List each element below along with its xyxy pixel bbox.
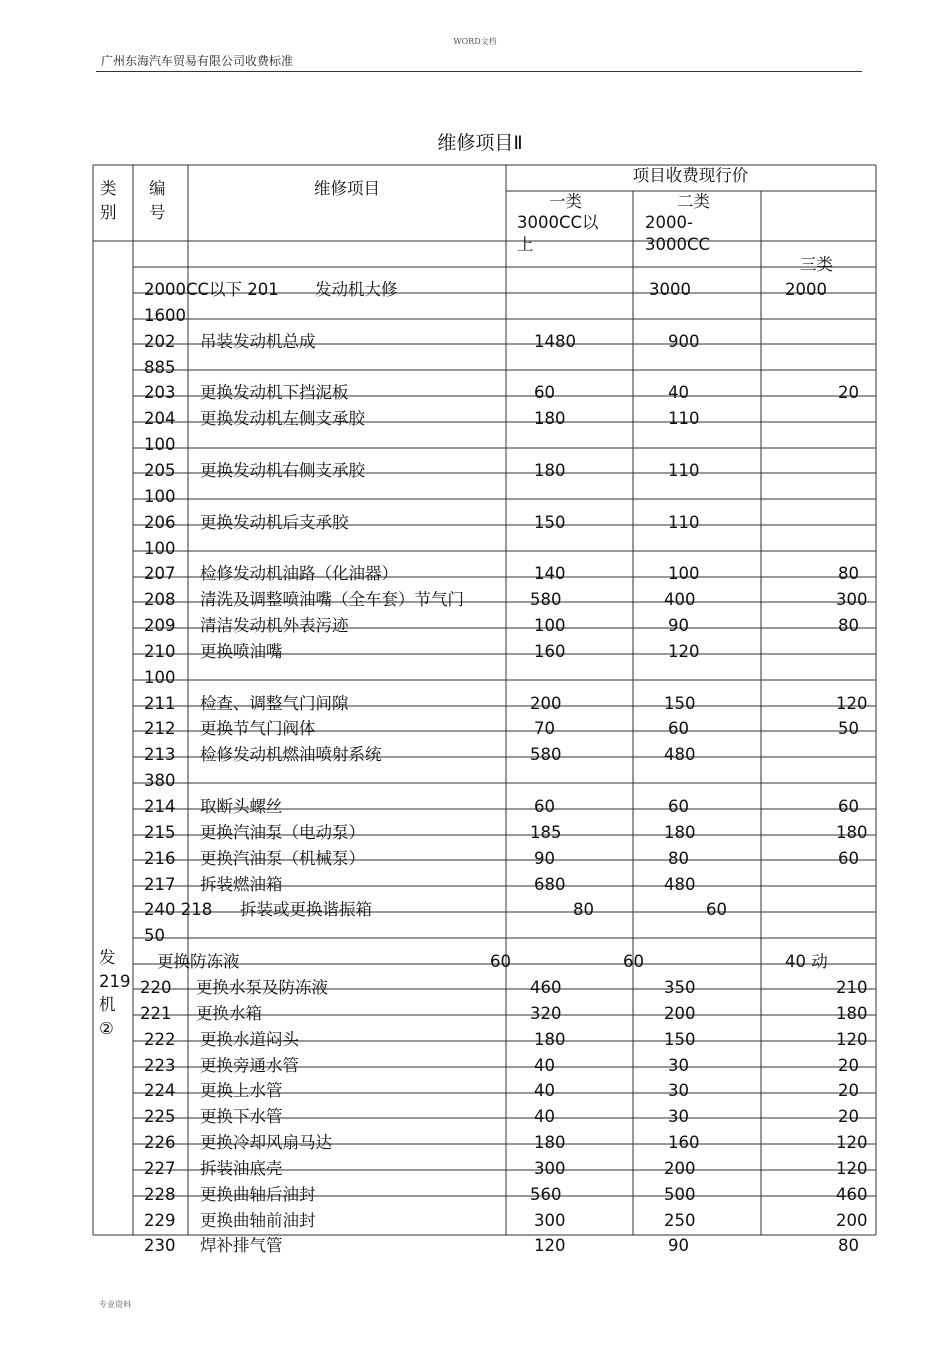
- row-price-class1: 120: [534, 1236, 566, 1255]
- row-number: 209: [144, 616, 176, 635]
- header-rule: [96, 71, 862, 72]
- document-header-label: WORD文档: [453, 37, 497, 46]
- row-item-name: 更换节气门阀体: [200, 719, 316, 738]
- row-price-class2: 110: [668, 513, 700, 532]
- row-number: 216: [144, 849, 176, 868]
- row-number: 230: [144, 1236, 176, 1255]
- row-item-name: 更换水泵及防冻液: [196, 978, 328, 997]
- row-price-class3: 20: [838, 1081, 859, 1100]
- page-title: 维修项目Ⅱ: [437, 132, 523, 154]
- row-price-class2: 350: [664, 978, 696, 997]
- row-price-class3: 180: [836, 823, 868, 842]
- row-price-class1: 60: [490, 952, 511, 971]
- row-number: 220: [140, 978, 172, 997]
- row-price-class3: 20: [838, 1056, 859, 1075]
- row-item-name: 更换曲轴前油封: [200, 1211, 316, 1230]
- row-price-class2: 500: [664, 1185, 696, 1204]
- row-item-name: 取断头螺丝: [200, 797, 283, 816]
- row-number: 100: [144, 435, 176, 454]
- row-item-name: 更换冷却风扇马达: [200, 1133, 332, 1152]
- row-price-class2: 60: [668, 797, 689, 816]
- row-price-class1: 80: [573, 900, 594, 919]
- row-price-class2: 200: [664, 1159, 696, 1178]
- row-price-class3: 20: [838, 383, 859, 402]
- row-price-class2: 40: [668, 383, 689, 402]
- row-price-class1: 160: [534, 642, 566, 661]
- header-item: 维修项目: [314, 179, 380, 198]
- row-price-class2: 900: [668, 332, 700, 351]
- class-2-range: 2000-: [645, 213, 693, 233]
- class-1-name: 一类: [549, 192, 582, 211]
- row-number: 214: [144, 797, 176, 816]
- row-number: 213: [144, 745, 176, 764]
- row-price-class2: 480: [664, 745, 696, 764]
- category-side-label: 发 219 机 ②: [99, 948, 131, 1038]
- row-price-class3: 300: [836, 590, 868, 609]
- row-price-class3: 120: [836, 1030, 868, 1049]
- row-price-class2: 60: [623, 952, 644, 971]
- row-price-class2: 30: [668, 1056, 689, 1075]
- row-price-class3: 80: [838, 616, 859, 635]
- row-price-class2: 30: [668, 1081, 689, 1100]
- row-price-class1: 185: [530, 823, 562, 842]
- row-item-name: 检修发动机燃油喷射系统: [200, 745, 382, 764]
- row-number: 100: [144, 668, 176, 687]
- row-item-name: 更换旁通水管: [200, 1056, 299, 1075]
- row-price-class1: 1480: [534, 332, 576, 351]
- header-category: 类 别: [100, 179, 117, 222]
- row-number: 221: [140, 1004, 172, 1023]
- row-price-class3: 80: [838, 564, 859, 583]
- row-price-class2: 100: [668, 564, 700, 583]
- header-number: 编 号: [149, 179, 166, 222]
- row-price-class1: 100: [534, 616, 566, 635]
- row-price-class2: 60: [668, 719, 689, 738]
- row-price-class2: 80: [668, 849, 689, 868]
- row-price-class1: 180: [534, 1133, 566, 1152]
- row-number: 211: [144, 694, 176, 713]
- row-number: 226: [144, 1133, 176, 1152]
- row-price-class1: 560: [530, 1185, 562, 1204]
- row-price-class3: 120: [836, 1133, 868, 1152]
- row-number: 227: [144, 1159, 176, 1178]
- row-item-name: 检修发动机油路（化油器）: [200, 564, 398, 583]
- row-price-class3: 460: [836, 1185, 868, 1204]
- class-1-suffix: 上: [517, 234, 534, 254]
- row-number: 100: [144, 487, 176, 506]
- row-item-name: 清洗及调整喷油嘴（全车套）节气门: [200, 590, 464, 609]
- row-item-name: 清洁发动机外表污迹: [200, 616, 349, 635]
- row-price-class1: 60: [534, 383, 555, 402]
- row-price-class1: 300: [534, 1159, 566, 1178]
- row-price-class1: 200: [530, 694, 562, 713]
- row-price-class2: 60: [706, 900, 727, 919]
- row-number: 2000CC以下 201: [144, 280, 279, 299]
- row-price-class2: 250: [664, 1211, 696, 1230]
- row-price-class3: 60: [838, 797, 859, 816]
- row-price-class1: 680: [534, 875, 566, 894]
- header-price-group: 项目收费现行价: [632, 166, 749, 185]
- row-number: 208: [144, 590, 176, 609]
- row-price-class1: 300: [534, 1211, 566, 1230]
- row-price-class3: 180: [836, 1004, 868, 1023]
- row-price-class1: 150: [534, 513, 566, 532]
- row-item-name: 更换防冻液: [157, 952, 240, 971]
- row-price-class1: 60: [534, 797, 555, 816]
- row-number: 203: [144, 383, 176, 402]
- row-price-class2: 110: [668, 461, 700, 480]
- row-price-class2: 150: [664, 1030, 696, 1049]
- row-price-class1: 40: [534, 1056, 555, 1075]
- row-price-class1: 90: [534, 849, 555, 868]
- row-price-class2: 3000: [649, 280, 691, 299]
- row-item-name: 更换发动机后支承胶: [200, 513, 349, 532]
- row-item-name: 更换发动机右侧支承胶: [200, 461, 365, 480]
- row-number: 100: [144, 539, 176, 558]
- row-item-name: 更换汽油泵（机械泵）: [200, 849, 365, 868]
- row-price-class2: 110: [668, 409, 700, 428]
- row-item-name: 拆装油底壳: [200, 1159, 283, 1178]
- header-class-3: 三类: [800, 255, 833, 274]
- row-number: 205: [144, 461, 176, 480]
- row-price-class3: 120: [836, 1159, 868, 1178]
- row-price-class3: 2000: [785, 280, 827, 299]
- row-number: 215: [144, 823, 176, 842]
- page-footer: 专业资料: [99, 1300, 131, 1309]
- row-price-class2: 120: [668, 642, 700, 661]
- row-number: 224: [144, 1081, 176, 1100]
- row-number: 885: [144, 358, 176, 377]
- row-price-class3: 80: [838, 1236, 859, 1255]
- row-price-class1: 40: [534, 1081, 555, 1100]
- header-class-2: [645, 191, 710, 255]
- row-price-class1: 140: [534, 564, 566, 583]
- row-item-name: 更换发动机下挡泥板: [200, 383, 349, 402]
- row-item-name: 更换上水管: [200, 1081, 283, 1100]
- row-number: 206: [144, 513, 176, 532]
- row-number: 223: [144, 1056, 176, 1075]
- row-price-class1: 40: [534, 1107, 555, 1126]
- row-price-class1: 180: [534, 409, 566, 428]
- row-price-class3: 120: [836, 694, 868, 713]
- row-price-class3: 60: [838, 849, 859, 868]
- row-price-class1: 580: [530, 590, 562, 609]
- row-price-class1: 180: [534, 1030, 566, 1049]
- row-price-class2: 90: [668, 616, 689, 635]
- row-number: 380: [144, 771, 176, 790]
- row-number: 217: [144, 875, 176, 894]
- row-item-name: 更换喷油嘴: [200, 642, 283, 661]
- row-price-class2: 400: [664, 590, 696, 609]
- row-item-name: 更换水箱: [196, 1004, 262, 1023]
- row-price-class3: 200: [836, 1211, 868, 1230]
- row-number: 228: [144, 1185, 176, 1204]
- row-price-class1: 460: [530, 978, 562, 997]
- row-price-class1: 180: [534, 461, 566, 480]
- row-number: 212: [144, 719, 176, 738]
- row-price-class3: 20: [838, 1107, 859, 1126]
- class-2-name: 二类: [677, 192, 710, 211]
- row-price-class3: 50: [838, 719, 859, 738]
- row-item-name: 更换发动机左侧支承胶: [200, 409, 365, 428]
- row-price-class2: 200: [664, 1004, 696, 1023]
- class-2-suffix: 3000CC: [645, 234, 711, 254]
- row-price-class3: 210: [836, 978, 868, 997]
- row-item-name: 检查、调整气门间隙: [200, 694, 349, 713]
- row-number: 1600: [144, 306, 186, 325]
- row-number: 210: [144, 642, 176, 661]
- row-price-class1: 70: [534, 719, 555, 738]
- row-price-class3: 40 动: [785, 952, 828, 971]
- row-item-name: 更换下水管: [200, 1107, 283, 1126]
- row-item-name: 拆装燃油箱: [200, 875, 283, 894]
- row-price-class1: 320: [530, 1004, 562, 1023]
- row-price-class2: 90: [668, 1236, 689, 1255]
- row-number: 225: [144, 1107, 176, 1126]
- row-number: 240 218: [144, 900, 213, 919]
- row-price-class2: 30: [668, 1107, 689, 1126]
- row-number: 50: [144, 926, 165, 945]
- row-price-class2: 180: [664, 823, 696, 842]
- row-number: 222: [144, 1030, 176, 1049]
- row-item-name: 发动机大修: [315, 280, 398, 299]
- class-1-range: 3000CC以: [517, 213, 599, 233]
- row-item-name: 吊装发动机总成: [200, 332, 316, 351]
- row-item-name: 焊补排气管: [200, 1236, 283, 1255]
- row-price-class2: 150: [664, 694, 696, 713]
- row-item-name: 更换汽油泵（电动泵）: [200, 823, 365, 842]
- row-price-class2: 160: [668, 1133, 700, 1152]
- row-price-class1: 580: [530, 745, 562, 764]
- row-number: 207: [144, 564, 176, 583]
- row-price-class2: 480: [664, 875, 696, 894]
- row-number: 204: [144, 409, 176, 428]
- row-item-name: 更换水道闷头: [200, 1030, 299, 1049]
- row-number: 202: [144, 332, 176, 351]
- row-number: 229: [144, 1211, 176, 1230]
- header-class-1: [517, 191, 599, 255]
- row-item-name: 拆装或更换谐振箱: [240, 900, 372, 919]
- row-item-name: 更换曲轴后油封: [200, 1185, 316, 1204]
- company-header: 广州东海汽车贸易有限公司收费标准: [101, 54, 294, 68]
